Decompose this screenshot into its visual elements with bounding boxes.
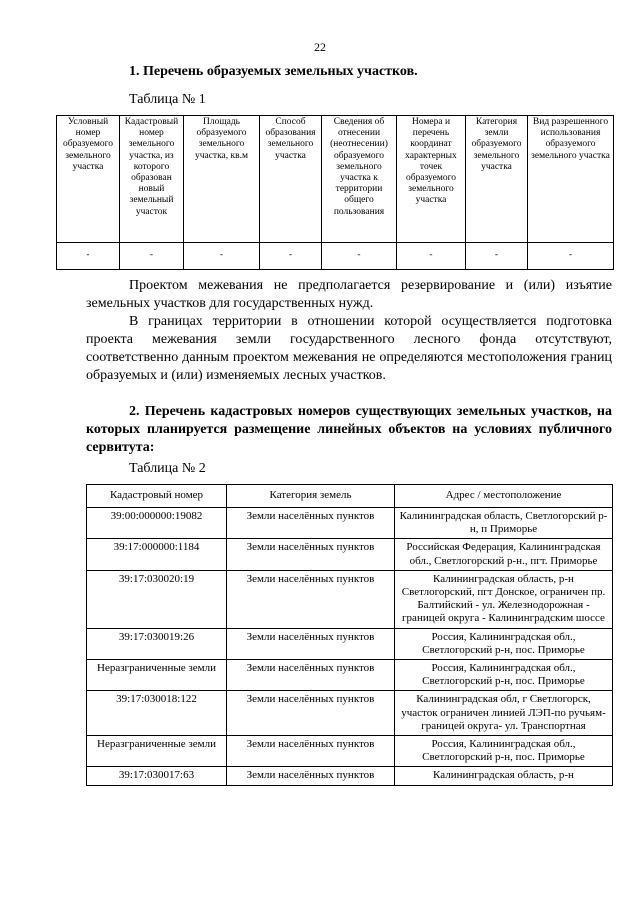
land-category-cell: Земли населённых пунктов (227, 508, 395, 539)
table1-cell: - (57, 243, 120, 270)
address-cell: Калининградская область, Светлогорский р-н, п Приморье (395, 508, 613, 539)
table2-caption: Таблица № 2 (129, 461, 206, 476)
address-cell: Россия, Калининградская обл., Светлогорский р-н, пос. Приморье (395, 660, 613, 691)
table1-header-cell: Категория земли образуемого земельного участка (466, 116, 528, 243)
cadastral-number-cell: 39:17:030018:122 (87, 691, 227, 736)
table1-row (57, 243, 614, 270)
table1-cell: - (120, 243, 184, 270)
section2-title: 2. Перечень кадастровых номеров существующих земельных участков, на которых планируется размещение линейных объектов на условиях публичного сервитута: (86, 404, 612, 455)
table2-row (87, 539, 613, 570)
table1-cell: - (184, 243, 260, 270)
table1-header-cell: Кадастровый номер земельного участка, из которого образован новый земельный участок (120, 116, 184, 243)
address-cell: Россия, Калининградская обл., Светлогорский р-н, пос. Приморье (395, 736, 613, 767)
land-category-cell: Земли населённых пунктов (227, 691, 395, 736)
table1-header-row (57, 116, 614, 243)
table1-header-cell: Условный номер образуемого земельного участка (57, 116, 120, 243)
table2-row (87, 570, 613, 628)
table1-header-cell: Номера и перечень координат характерных точек образуемого земельного участка (397, 116, 466, 243)
page-number: 22 (314, 40, 326, 54)
table1-cell: - (322, 243, 397, 270)
land-category-cell: Земли населённых пунктов (227, 767, 395, 785)
table2-header-category: Категория земель (227, 485, 395, 508)
table1-cell: - (528, 243, 614, 270)
address-cell: Калининградская обл, г Светлогорск, участок ограничен линией ЛЭП-по ручьям- границей округа- ул. Транспортная (395, 691, 613, 736)
address-cell: Россия, Калининградская обл., Светлогорский р-н, пос. Приморье (395, 628, 613, 659)
table1-header-cell: Вид разрешенного использования образуемого земельного участка (528, 116, 614, 243)
table1-header-cell: Сведения об отнесении (неотнесении) образуемого земельного участка к территории общего пользования (322, 116, 397, 243)
table2-row (87, 736, 613, 767)
table2-row (87, 660, 613, 691)
table1-header-cell: Площадь образуемого земельного участка, кв.м (184, 116, 260, 243)
land-category-cell: Земли населённых пунктов (227, 736, 395, 767)
table1-cell: - (260, 243, 322, 270)
cadastral-number-cell: Неразграниченные земли (87, 736, 227, 767)
land-category-cell: Земли населённых пунктов (227, 539, 395, 570)
section1-title: 1. Перечень образуемых земельных участков. (129, 64, 418, 79)
cadastral-number-cell: 39:17:000000:1184 (87, 539, 227, 570)
cadastral-number-cell: Неразграниченные земли (87, 660, 227, 691)
table2-header-address: Адрес / местоположение (395, 485, 613, 508)
table2-header-cadastral: Кадастровый номер (87, 485, 227, 508)
land-category-cell: Земли населённых пунктов (227, 570, 395, 628)
table1-cell: - (397, 243, 466, 270)
table-formed-land-plots (56, 115, 614, 270)
table2-header-row (87, 485, 613, 508)
address-cell: Калининградская область, р-н (395, 767, 613, 785)
paragraph-forest-fund: В границах территории в отношении которой осуществляется подготовка проекта межевания земли государственного лесного фонда отсутствуют, соответственно данным проектом межевания не определяются местоположения границ образуемых и (или) изменяемых лесных участков. (86, 314, 612, 383)
cadastral-number-cell: 39:17:030020:19 (87, 570, 227, 628)
table1-header-cell: Способ образования земельного участка (260, 116, 322, 243)
table2-row (87, 508, 613, 539)
cadastral-number-cell: 39:00:000000:19082 (87, 508, 227, 539)
table-cadastral-numbers (86, 484, 613, 786)
address-cell: Калининградская область, р-н Светлогорский, пгт Донское, ограничен пр. Балтийский - ул. Железнодорожная - границей округа - Калининградским шоссе (395, 570, 613, 628)
table2-row (87, 767, 613, 785)
table2-row (87, 691, 613, 736)
land-category-cell: Земли населённых пунктов (227, 660, 395, 691)
table1-caption: Таблица № 1 (129, 92, 206, 107)
table2-row (87, 628, 613, 659)
address-cell: Российская Федерация, Калининградская обл., Светлогорский р-н., пгт. Приморье (395, 539, 613, 570)
land-category-cell: Земли населённых пунктов (227, 628, 395, 659)
table1-cell: - (466, 243, 528, 270)
cadastral-number-cell: 39:17:030017:63 (87, 767, 227, 785)
cadastral-number-cell: 39:17:030019:26 (87, 628, 227, 659)
paragraph-reservation: Проектом межевания не предполагается резервирование и (или) изъятие земельных участков для государственных нужд. (86, 278, 612, 311)
